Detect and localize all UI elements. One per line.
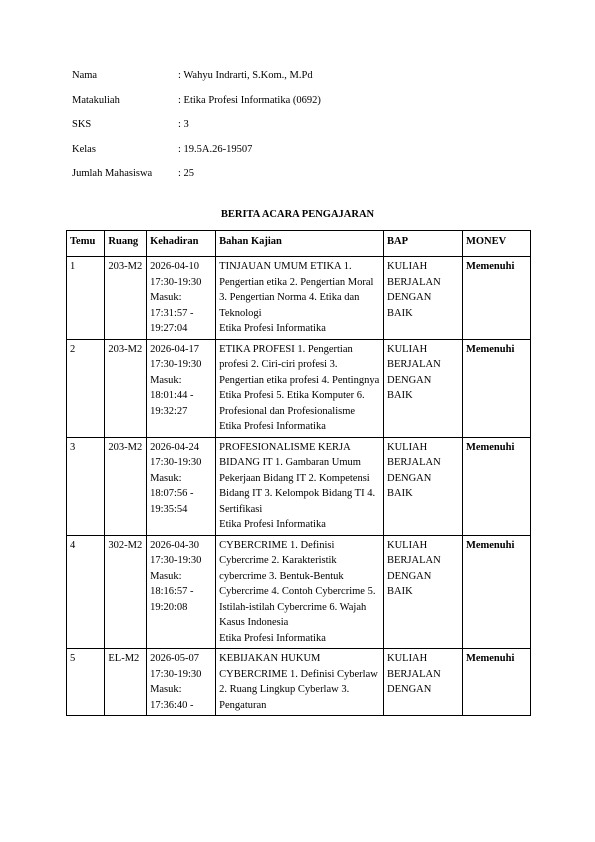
cell-bap: KULIAH BERJALAN DENGAN BAIK	[383, 535, 462, 649]
bahan-text: CYBERCRIME 1. Definisi Cybercrime 2. Karakteristik cybercrime 3. Bentuk-Bentuk Cybercrime 4. Contoh Cybercrime 5. Istilah-istilah Cybercrime 6. Wajah Kasus Indonesia	[219, 539, 376, 628]
cell-bap: KULIAH BERJALAN DENGAN	[383, 649, 462, 716]
cell-monev: Memenuhi	[462, 649, 530, 716]
info-value: : 3	[178, 119, 189, 130]
cell-temu: 5	[67, 649, 105, 716]
cell-monev: Memenuhi	[462, 535, 530, 649]
cell-ruang: 203-M2	[105, 437, 147, 535]
header-ruang: Ruang	[105, 231, 147, 257]
header-temu: Temu	[67, 231, 105, 257]
table-row	[67, 257, 531, 340]
info-value: : 19.5A.26-19507	[178, 143, 253, 155]
bahan-text: KEBIJAKAN HUKUM CYBERCRIME 1. Definisi Cyberlaw 2. Ruang Lingkup Cyberlaw 3. Pengaturan	[219, 653, 378, 711]
cell-kehadiran: 2026-05-07 17:30-19:30 Masuk: 17:36:40 -	[147, 649, 216, 716]
cell-ruang: EL-M2	[105, 649, 147, 716]
cell-kehadiran: 2026-04-24 17:30-19:30 Masuk: 18:07:56 - 19:35:54	[147, 437, 216, 535]
cell-bahan-kajian	[216, 257, 384, 340]
cell-ruang: 203-M2	[105, 257, 147, 340]
bahan-text: PROFESIONALISME KERJA BIDANG IT 1. Gambaran Umum Pekerjaan Bidang IT 2. Kompetensi Bidang IT 3. Kelompok Bidang TI 4. Sertifikasi	[219, 441, 376, 515]
info-label: Jumlah Mahasiswa	[72, 168, 153, 179]
cell-temu: 3	[67, 437, 105, 535]
info-value: : Wahyu Indrarti, S.Kom., M.Pd	[178, 70, 313, 81]
bahan-subject: Etika Profesi Informatika	[219, 421, 326, 432]
cell-bap: KULIAH BERJALAN DENGAN BAIK	[383, 257, 462, 340]
info-label: Nama	[72, 70, 98, 81]
info-label: Kelas	[72, 143, 96, 155]
cell-bap: KULIAH BERJALAN DENGAN BAIK	[383, 339, 462, 437]
info-label: SKS	[72, 119, 92, 130]
table-row	[67, 649, 531, 716]
table-row	[67, 437, 531, 535]
cell-kehadiran: 2026-04-17 17:30-19:30 Masuk: 18:01:44 - 19:32:27	[147, 339, 216, 437]
cell-ruang: 203-M2	[105, 339, 147, 437]
info-row-jumlah-mahasiswa	[72, 168, 321, 193]
cell-bap: KULIAH BERJALAN DENGAN BAIK	[383, 437, 462, 535]
cell-temu: 2	[67, 339, 105, 437]
table-header-row	[67, 231, 531, 257]
info-row-kelas	[72, 144, 321, 169]
cell-bahan-kajian	[216, 437, 384, 535]
cell-monev: Memenuhi	[462, 437, 530, 535]
header-bahan-kajian: Bahan Kajian	[216, 231, 384, 257]
header-monev: MONEV	[462, 231, 530, 257]
info-row-nama	[72, 70, 321, 95]
cell-bahan-kajian	[216, 339, 384, 437]
bahan-subject: Etika Profesi Informatika	[219, 519, 326, 530]
document-title: BERITA ACARA PENGAJARAN	[220, 209, 375, 220]
table-row	[67, 535, 531, 649]
teaching-record-table	[66, 230, 531, 716]
cell-ruang: 302-M2	[105, 535, 147, 649]
cell-bahan-kajian	[216, 535, 384, 649]
course-info	[72, 70, 321, 193]
cell-monev: Memenuhi	[462, 339, 530, 437]
cell-temu: 1	[67, 257, 105, 340]
cell-temu: 4	[67, 535, 105, 649]
table-row	[67, 339, 531, 437]
bahan-subject: Etika Profesi Informatika	[219, 632, 326, 644]
info-label: Matakuliah	[72, 94, 120, 106]
header-bap: BAP	[383, 231, 462, 257]
info-row-matakuliah	[72, 95, 321, 120]
header-kehadiran: Kehadiran	[147, 231, 216, 257]
cell-monev: Memenuhi	[462, 257, 530, 340]
info-value: : 25	[178, 168, 195, 179]
cell-kehadiran: 2026-04-30 17:30-19:30 Masuk: 18:16:57 - 19:20:08	[147, 535, 216, 649]
bahan-text: TINJAUAN UMUM ETIKA 1. Pengertian etika 2. Pengertian Moral 3. Pengertian Norma 4. Etika dan Teknologi	[219, 261, 374, 319]
cell-bahan-kajian	[216, 649, 384, 716]
info-value: : Etika Profesi Informatika (0692)	[178, 94, 321, 106]
bahan-subject: Etika Profesi Informatika	[219, 323, 326, 334]
info-row-sks	[72, 119, 321, 144]
cell-kehadiran: 2026-04-10 17:30-19:30 Masuk: 17:31:57 - 19:27:04	[147, 257, 216, 340]
bahan-text: ETIKA PROFESI 1. Pengertian profesi 2. Ciri-ciri profesi 3. Pengertian etika profesi 4. Pentingnya Etika Profesi 5. Etika Komputer 6. Profesional dan Profesionalisme	[219, 343, 380, 417]
